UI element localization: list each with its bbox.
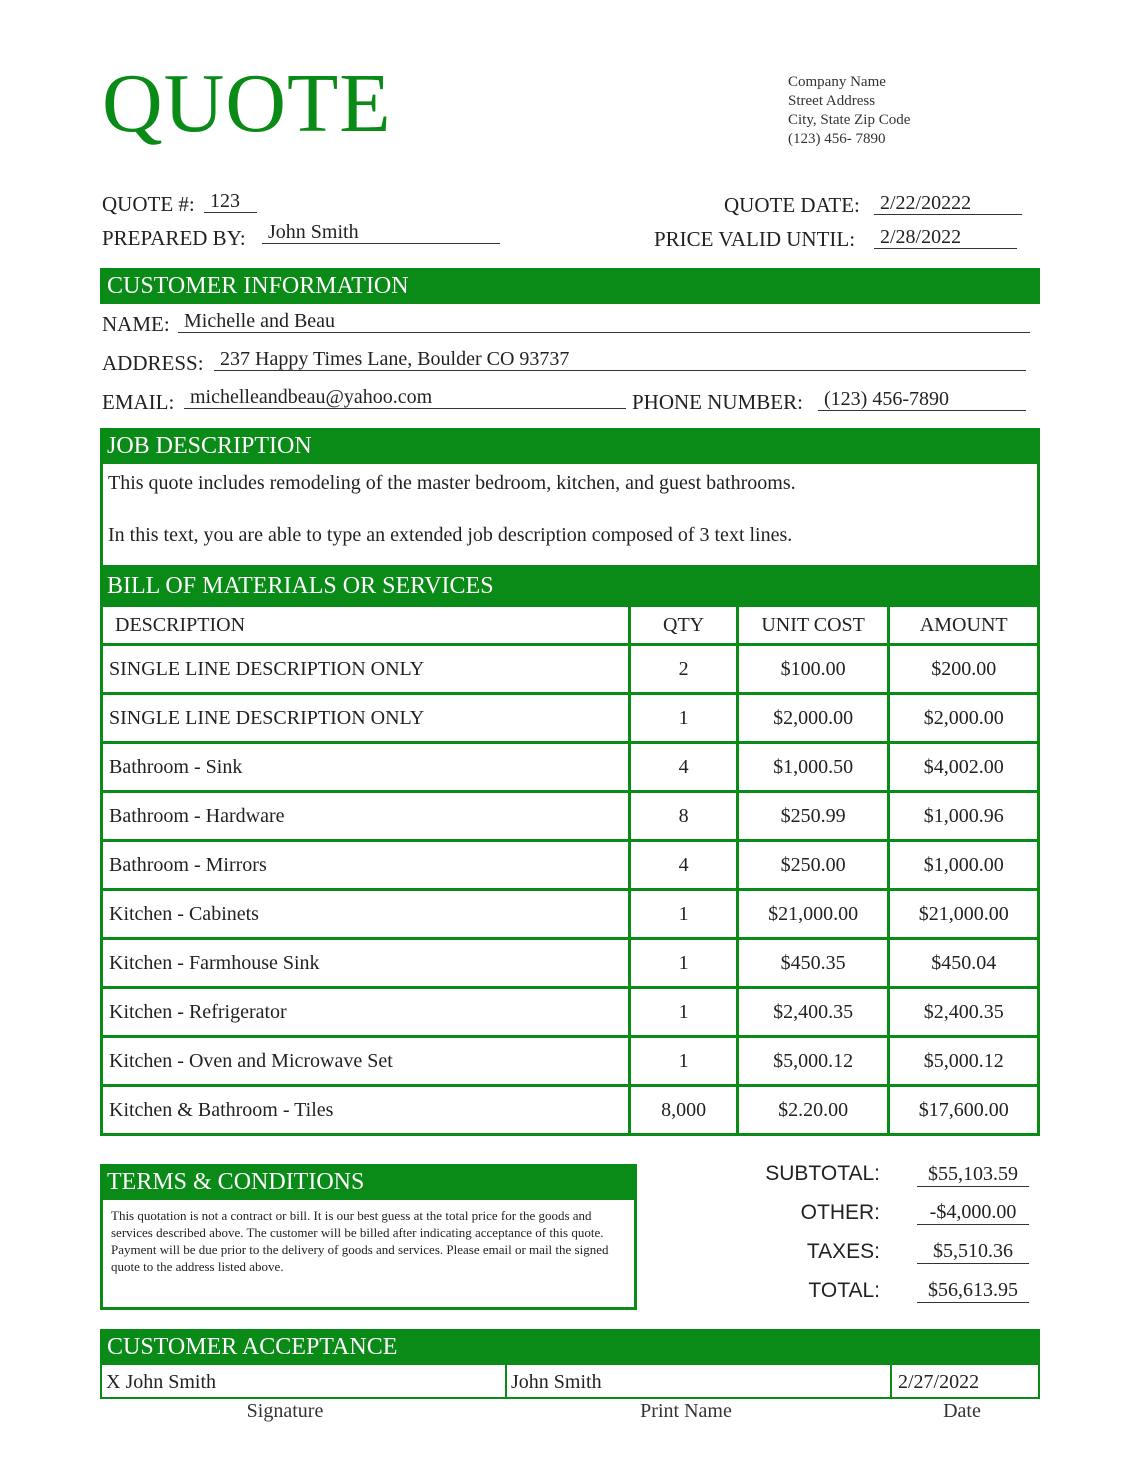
column-header-qty: QTY xyxy=(630,606,738,645)
bom-table xyxy=(100,604,1040,1136)
table-row xyxy=(102,1037,1039,1086)
table-row xyxy=(102,890,1039,939)
row-amount: $4,002.00 xyxy=(889,743,1039,792)
acceptance-heading: CUSTOMER ACCEPTANCE xyxy=(100,1329,1040,1365)
valid-until-field[interactable]: 2/28/2022 xyxy=(874,226,1017,249)
print-name-field[interactable]: John Smith xyxy=(511,1371,602,1393)
row-description[interactable]: SINGLE LINE DESCRIPTION ONLY xyxy=(102,645,630,694)
acceptance-date-field[interactable]: 2/27/2022 xyxy=(898,1371,980,1393)
row-qty[interactable]: 1 xyxy=(630,1037,738,1086)
terms-text: This quotation is not a contract or bill. It is our best guess at the total price for the goods and services described above. The customer will be billed after indicating acceptance of this quote. Payment will be due prior to the delivery of goods and services. Please email or mail the signed quote to the address listed above. xyxy=(100,1199,637,1310)
customer-name-field[interactable]: Michelle and Beau xyxy=(178,310,1030,333)
customer-phone-field[interactable]: (123) 456-7890 xyxy=(818,388,1026,411)
other-value[interactable]: -$4,000.00 xyxy=(917,1200,1029,1225)
row-qty[interactable]: 2 xyxy=(630,645,738,694)
name-label: NAME: xyxy=(102,312,170,336)
row-amount: $21,000.00 xyxy=(889,890,1039,939)
row-description[interactable]: Kitchen - Farmhouse Sink xyxy=(102,939,630,988)
column-header-unit-cost: UNIT COST xyxy=(737,606,889,645)
row-unit-cost[interactable]: $2.20.00 xyxy=(737,1086,889,1135)
row-description[interactable]: SINGLE LINE DESCRIPTION ONLY xyxy=(102,694,630,743)
taxes-label: TAXES: xyxy=(806,1240,880,1263)
row-unit-cost[interactable]: $5,000.12 xyxy=(737,1037,889,1086)
table-row xyxy=(102,792,1039,841)
row-unit-cost[interactable]: $2,000.00 xyxy=(737,694,889,743)
row-description[interactable]: Kitchen - Refrigerator xyxy=(102,988,630,1037)
row-unit-cost[interactable]: $100.00 xyxy=(737,645,889,694)
quote-number-label: QUOTE #: xyxy=(102,192,195,216)
row-description[interactable]: Bathroom - Sink xyxy=(102,743,630,792)
row-qty[interactable]: 1 xyxy=(630,939,738,988)
row-unit-cost[interactable]: $21,000.00 xyxy=(737,890,889,939)
customer-address-field[interactable]: 237 Happy Times Lane, Boulder CO 93737 xyxy=(214,348,1026,371)
table-row xyxy=(102,939,1039,988)
row-description[interactable]: Kitchen - Cabinets xyxy=(102,890,630,939)
taxes-value[interactable]: $5,510.36 xyxy=(917,1239,1029,1264)
page-title: QUOTE xyxy=(102,57,392,150)
row-qty[interactable]: 1 xyxy=(630,694,738,743)
row-qty[interactable]: 8 xyxy=(630,792,738,841)
signature-caption: Signature xyxy=(246,1400,324,1422)
prepared-by-field[interactable]: John Smith xyxy=(262,221,500,244)
table-row xyxy=(102,1086,1039,1135)
row-unit-cost[interactable]: $1,000.50 xyxy=(737,743,889,792)
signature-field[interactable]: X John Smith xyxy=(106,1371,217,1393)
date-caption: Date xyxy=(943,1400,981,1422)
customer-email-field[interactable]: michelleandbeau@yahoo.com xyxy=(184,386,626,409)
row-qty[interactable]: 8,000 xyxy=(630,1086,738,1135)
row-description[interactable]: Kitchen & Bathroom - Tiles xyxy=(102,1086,630,1135)
row-qty[interactable]: 1 xyxy=(630,890,738,939)
row-amount: $17,600.00 xyxy=(889,1086,1039,1135)
prepared-by-label: PREPARED BY: xyxy=(102,226,246,250)
company-block xyxy=(788,73,910,149)
row-amount: $200.00 xyxy=(889,645,1039,694)
other-label: OTHER: xyxy=(800,1201,880,1224)
row-amount: $450.04 xyxy=(889,939,1039,988)
subtotal-label: SUBTOTAL: xyxy=(765,1162,880,1185)
row-qty[interactable]: 1 xyxy=(630,988,738,1037)
customer-info-heading: CUSTOMER INFORMATION xyxy=(100,268,1040,304)
row-amount: $1,000.96 xyxy=(889,792,1039,841)
table-row xyxy=(102,645,1039,694)
company-name: Company Name xyxy=(788,74,886,90)
column-header-amount: AMOUNT xyxy=(889,606,1039,645)
row-description[interactable]: Bathroom - Mirrors xyxy=(102,841,630,890)
total-value: $56,613.95 xyxy=(917,1278,1029,1303)
bom-heading: BILL OF MATERIALS OR SERVICES xyxy=(100,568,1040,604)
subtotal-value: $55,103.59 xyxy=(917,1162,1029,1187)
valid-until-label: PRICE VALID UNTIL: xyxy=(654,227,856,251)
row-description[interactable]: Kitchen - Oven and Microwave Set xyxy=(102,1037,630,1086)
quote-date-field[interactable]: 2/22/20222 xyxy=(874,192,1022,215)
row-qty[interactable]: 4 xyxy=(630,841,738,890)
row-unit-cost[interactable]: $2,400.35 xyxy=(737,988,889,1037)
job-description-line-1: This quote includes remodeling of the master bedroom, kitchen, and guest bathrooms. xyxy=(108,472,796,494)
row-amount: $1,000.00 xyxy=(889,841,1039,890)
table-row xyxy=(102,694,1039,743)
row-description[interactable]: Bathroom - Hardware xyxy=(102,792,630,841)
company-phone: (123) 456- 7890 xyxy=(788,131,886,147)
quote-number-field[interactable]: 123 xyxy=(204,190,257,213)
column-header-description: DESCRIPTION xyxy=(102,606,630,645)
divider xyxy=(890,1365,892,1397)
acceptance-row xyxy=(100,1365,1040,1399)
quote-date-label: QUOTE DATE: xyxy=(724,193,860,217)
company-city: City, State Zip Code xyxy=(788,112,911,128)
row-amount: $2,000.00 xyxy=(889,694,1039,743)
row-amount: $5,000.12 xyxy=(889,1037,1039,1086)
row-amount: $2,400.35 xyxy=(889,988,1039,1037)
job-description-heading: JOB DESCRIPTION xyxy=(100,428,1040,464)
total-label: TOTAL: xyxy=(808,1279,880,1302)
table-row xyxy=(102,988,1039,1037)
row-unit-cost[interactable]: $250.99 xyxy=(737,792,889,841)
row-unit-cost[interactable]: $450.35 xyxy=(737,939,889,988)
terms-heading: TERMS & CONDITIONS xyxy=(100,1164,637,1200)
row-unit-cost[interactable]: $250.00 xyxy=(737,841,889,890)
phone-label: PHONE NUMBER: xyxy=(632,390,803,414)
email-label: EMAIL: xyxy=(102,390,175,414)
table-row xyxy=(102,841,1039,890)
print-name-caption: Print Name xyxy=(640,1400,732,1422)
company-street: Street Address xyxy=(788,93,876,109)
table-row xyxy=(102,743,1039,792)
bom-header-row xyxy=(102,606,1039,645)
row-qty[interactable]: 4 xyxy=(630,743,738,792)
job-description-line-2: In this text, you are able to type an extended job description composed of 3 text lines. xyxy=(108,524,793,546)
address-label: ADDRESS: xyxy=(102,351,204,375)
